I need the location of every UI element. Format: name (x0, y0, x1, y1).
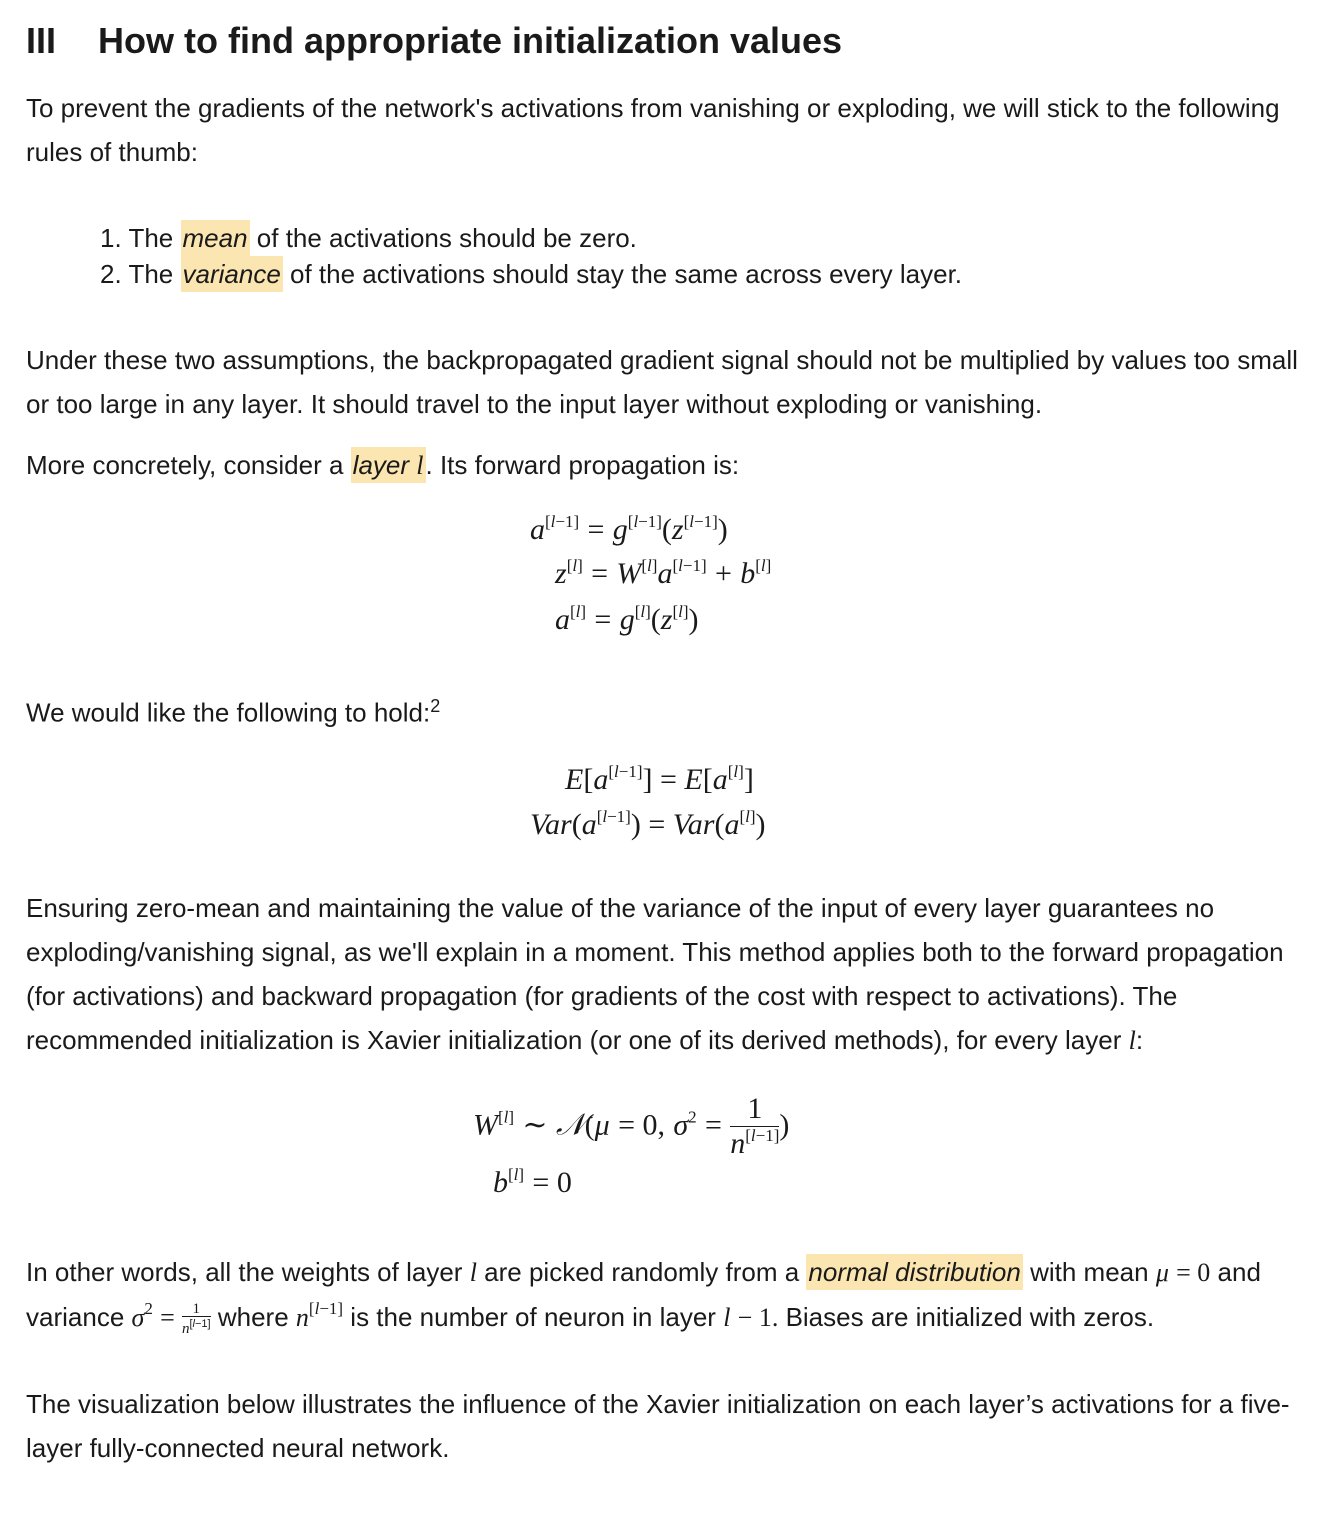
highlight-mean[interactable]: mean (181, 220, 250, 256)
ensuring-paragraph: Ensuring zero-mean and maintaining the value of the variance of the input of every layer guarantees no exploding/vanishing signal, as we'll explain in a moment. This method applies both to the forward propagation (for activations) and backward propagation (for gradients of the cost with respect to activations). The recommended initialization is Xavier initialization (or one of its derived methods), for every layer l: (26, 893, 1284, 1055)
list-item: 2. The variance of the activations should stay the same across every layer. (100, 256, 962, 292)
section-title: How to find appropriate initialization values (98, 20, 843, 61)
equation-forward-2: z[l] = W[l]a[l−1] + b[l] (555, 556, 772, 590)
highlight-variance[interactable]: variance (181, 256, 283, 292)
assumptions-paragraph: Under these two assumptions, the backpropagated gradient signal should not be multiplied by values too small or too large in any layer. It should travel to the input layer without exploding or vanishing. (26, 345, 1298, 419)
hold-paragraph: We would like the following to hold:$^2$ (26, 696, 441, 728)
intro-paragraph: To prevent the gradients of the network's activations from vanishing or exploding, we will stick to the following rules of thumb: (26, 93, 1280, 167)
equation-forward-1: a[l−1] = g[l−1](z[l−1]) (530, 512, 728, 546)
list-item: 1. The mean of the activations should be zero. (100, 220, 962, 256)
concretely-paragraph: More concretely, consider a layer l. Its forward propagation is: (26, 450, 739, 481)
equation-expectation: E[a[l−1]] = E[a[l]] (565, 762, 754, 796)
equation-variance: Var(a[l−1]) = Var(a[l]) (530, 807, 766, 841)
rules-list (100, 220, 962, 292)
other-words-paragraph: In other words, all the weights of layer l are picked randomly from a normal distribution with mean μ = 0 and variance $\sigma^2$ = $\frac{1}{n^{[l-1]}}$ where n[l−1] is the number of neuron in layer l − 1. Biases are initialized with zeros. (26, 1250, 1316, 1340)
highlight-normal-distribution[interactable]: normal distribution (806, 1254, 1022, 1290)
equation-xavier-weights: W[l] ∼ 𝒩(μ = 0, $\sigma^2$ = $\frac{1}{n^{[l-1]}}$ ) (473, 1092, 790, 1160)
equation-xavier-bias: b[l] = 0 (493, 1165, 572, 1199)
section-number: III (26, 20, 57, 61)
equation-forward-3: a[l] = g[l](z[l]) (555, 602, 699, 636)
highlight-layer[interactable]: layer l (351, 447, 426, 483)
visualization-paragraph: The visualization below illustrates the influence of the Xavier initialization on each layer’s activations for a five-layer fully-connected neural network. (26, 1389, 1290, 1463)
footnote-marker[interactable]: 2 (430, 696, 441, 716)
section-heading (26, 20, 842, 62)
